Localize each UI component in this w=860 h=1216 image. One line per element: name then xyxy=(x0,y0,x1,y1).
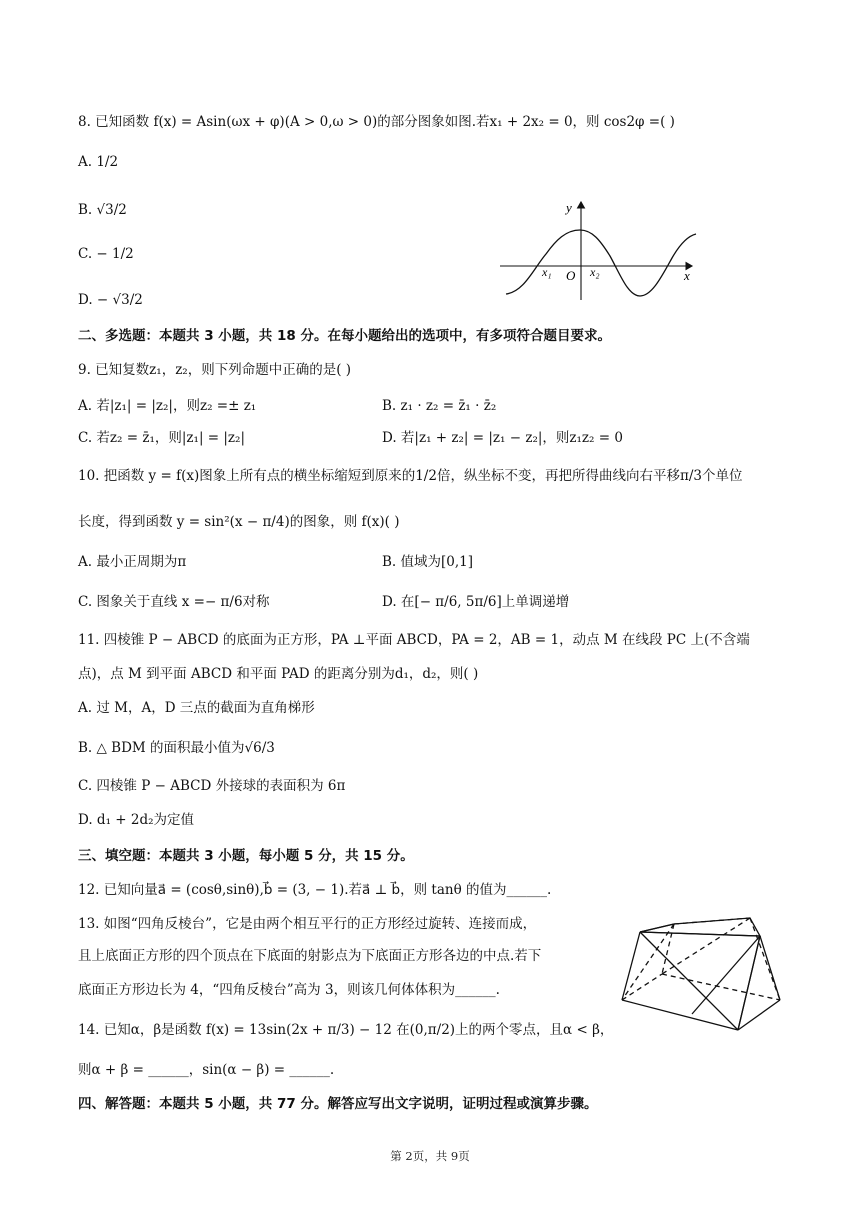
q9-option-c: C. 若z₂ = z̄₁，则|z₁| = |z₂| xyxy=(78,430,246,446)
page-footer: 第 2页，共 9页 xyxy=(390,1149,470,1163)
q8-option-c: C. − 1/2 xyxy=(78,246,134,262)
q13-line-1: 13. 如图“四角反棱台”，它是由两个相互平行的正方形经过旋转、连接而成， xyxy=(78,916,537,932)
q11-line-2: 点)，点 M 到平面 ABCD 和平面 PAD 的距离分别为d₁，d₂，则( ) xyxy=(78,666,479,682)
q13-line-3: 底面正方形边长为 4，“四角反棱台”高为 3，则该几何体体积为______. xyxy=(78,982,500,998)
q11-option-c: C. 四棱锥 P − ABCD 外接球的表面积为 6π xyxy=(78,778,346,794)
q9-stem: 9. 已知复数z₁，z₂，则下列命题中正确的是( ) xyxy=(78,362,352,378)
section-4-heading: 四、解答题：本题共 5 小题，共 77 分。解答应写出文字说明，证明过程或演算步骤。 xyxy=(78,1096,598,1112)
q11-option-a: A. 过 M，A，D 三点的截面为直角梯形 xyxy=(78,700,315,716)
q11-option-b: B. △ BDM 的面积最小值为√6/3 xyxy=(78,740,275,756)
sine-graph-figure xyxy=(496,196,706,306)
origin-label: O xyxy=(566,268,576,283)
q12-text: 12. 已知向量a⃗ = (cosθ,sinθ),b⃗ = (3, − 1).若a⃗ ⊥ b⃗，则 tanθ 的值为______. xyxy=(78,882,552,898)
q13-line-2: 且上底面正方形的四个顶点在下底面的射影点为下底面正方形各边的中点.若下 xyxy=(78,948,542,964)
q8-option-d: D. − √3/2 xyxy=(78,292,143,308)
q10-option-d: D. 在[− π/6, 5π/6]上单调递增 xyxy=(382,594,570,610)
q14-line-2: 则α + β = ______，sin(α − β) = ______. xyxy=(78,1062,335,1078)
q10-line-2: 长度，得到函数 y = sin²(x − π/4)的图象，则 f(x)( ) xyxy=(78,514,400,530)
x1-label: x₁ xyxy=(542,265,552,279)
section-3-heading: 三、填空题：本题共 3 小题，每小题 5 分，共 15 分。 xyxy=(78,848,414,864)
x2-label: x₂ xyxy=(590,265,600,279)
q10-option-c: C. 图象关于直线 x =− π/6对称 xyxy=(78,594,270,610)
q8-stem: 8. 已知函数 f(x) = Asin(ωx + φ)(A > 0,ω > 0)的部分图象如图.若x₁ + 2x₂ = 0，则 cos2φ =( ) xyxy=(78,114,675,130)
q9-option-a: A. 若|z₁| = |z₂|，则z₂ =± z₁ xyxy=(78,398,257,414)
q8-option-b: B. √3/2 xyxy=(78,202,127,218)
q10-option-a: A. 最小正周期为π xyxy=(78,554,187,570)
q10-option-b: B. 值域为[0,1] xyxy=(382,554,474,570)
section-2-heading: 二、多选题：本题共 3 小题，共 18 分。在每小题给出的选项中，有多项符合题目要求。 xyxy=(78,328,611,344)
q9-option-d: D. 若|z₁ + z₂| = |z₁ − z₂|，则z₁z₂ = 0 xyxy=(382,430,623,446)
x-axis-label: x xyxy=(684,268,690,283)
q14-line-1: 14. 已知α，β是函数 f(x) = 13sin(2x + π/3) − 12 在(0,π/2)上的两个零点，且α < β， xyxy=(78,1022,614,1038)
q11-line-1: 11. 四棱锥 P − ABCD 的底面为正方形，PA ⊥平面 ABCD，PA = 2，AB = 1，动点 M 在线段 PC 上(不含端 xyxy=(78,632,750,648)
q9-option-b: B. z₁ · z₂ = z̄₁ · z̄₂ xyxy=(382,398,497,414)
sine-curve xyxy=(506,230,696,296)
antiprism-figure xyxy=(618,906,790,1038)
q8-option-a: A. 1/2 xyxy=(78,154,119,170)
q11-option-d: D. d₁ + 2d₂为定值 xyxy=(78,812,195,828)
y-axis-label: y xyxy=(566,200,572,215)
q10-line-1: 10. 把函数 y = f(x)图象上所有点的横坐标缩短到原来的1/2倍，纵坐标不变，再把所得曲线向右平移π/3个单位 xyxy=(78,468,743,484)
